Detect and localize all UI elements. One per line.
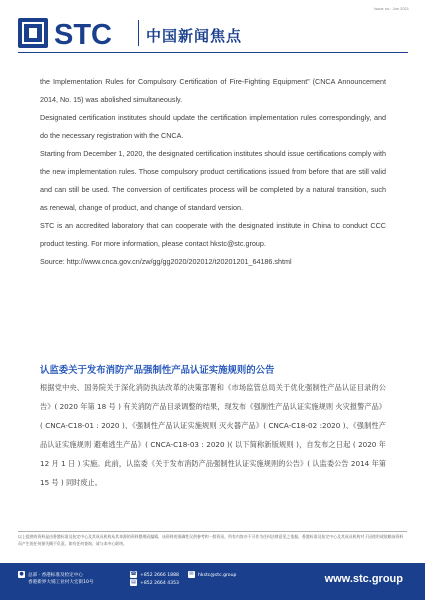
fax-number: +852 2664 4353 [140, 581, 179, 586]
page-title: 中国新闻焦点 [146, 27, 243, 45]
disclaimer: 以上提供的资料是由香港标准及检定中心及其成员机构从其来源的资料整理而编辑，该资料的准确性仅供参考和一般资讯，所有内容亦不可作为任何法律意见之依据，香港标准及检定中心及其成员机构对于因使用或依赖该资料而产生的任何损失概不负责。如有任何查询，请与本中心联络。 [18, 534, 404, 546]
footer-address [18, 571, 94, 586]
paragraph: STC is an accredited laboratory that can cooperate with the designated institute in China to conduct CCC product testing. For more information, please contact hkstc@stc.group. [40, 221, 386, 248]
footer [0, 563, 425, 600]
office-address: 香港新界大埔工业村大宏街10号 [28, 580, 94, 585]
paragraph: Starting from December 1, 2020, the designated certification institutes should issue certifications comply with the new implementation rules. Those compulsory product certifications issued from before that are still valid and can still be used. The conversion of certificates process will be completed by a natural transition, such as renewal, change of product, and change of standard version. [40, 149, 386, 212]
fax-icon: ▤ [131, 579, 136, 585]
location-icon: ● [19, 571, 24, 577]
page-header [18, 14, 408, 54]
chinese-body: 根据党中央、国务院关于深化消防执法改革的决策部署和《市场监管总局关于优化强制性产品认证目录的公告》( 2020 年第 18 号 ) 有关消防产品目录调整的结果，现发布《强制性产品认证实施规则 火灾报警产品》( CNCA-C18-01 : 2020 )、《强制性产品认证实施规则 灭火器产品》( CNCA-C18-02 :2020 )、《强制性产品认证实施规则 避难逃生产品》( CNCA-C18-03 : 2020 )( 以下简称新版规则 )，自发布之日起 ( 2020 年 12 月 1 日 ) 实施。此前，认监委《关于发布消防产品强制性认证实施规则的公告》( 认监委公告 2014 年第 15 号 ) 同时废止。 [40, 383, 386, 487]
email-address[interactable]: hkstc@stc.group [198, 573, 237, 578]
english-content [40, 73, 386, 271]
disclaimer-divider [18, 531, 407, 532]
logo-text: STC [54, 19, 112, 49]
source-link[interactable]: Source: http://www.cnca.gov.cn/zw/gg/gg2020/202012/t20201201_64186.shtml [40, 257, 292, 266]
website-link[interactable]: www.stc.group [324, 573, 403, 585]
section-heading: 认监委关于发布消防产品强制性产品认证实施规则的公告 [40, 365, 275, 376]
paragraph: the Implementation Rules for Compulsory Certification of Fire-Fighting Equipment” (CNCA Announcement 2014, No. 15) was abolished simultaneously. [40, 77, 386, 104]
paragraph: Designated certification institutes should update the certification implementation rules correspondingly, and do the necessary registration with the CNCA. [40, 113, 386, 140]
issue-number: Issue no.: Jan 2021 [374, 6, 409, 11]
footer-contacts [130, 571, 179, 587]
header-divider [138, 20, 139, 46]
footer-email [188, 571, 236, 579]
header-rule [18, 52, 408, 53]
stc-logo [18, 17, 130, 49]
phone-icon: ☎ [130, 571, 137, 577]
phone-number[interactable]: +852 2666 1888 [140, 573, 179, 578]
office-name: 总部 · 香港标准及检定中心 [28, 573, 83, 578]
email-icon: ✉ [189, 571, 194, 577]
